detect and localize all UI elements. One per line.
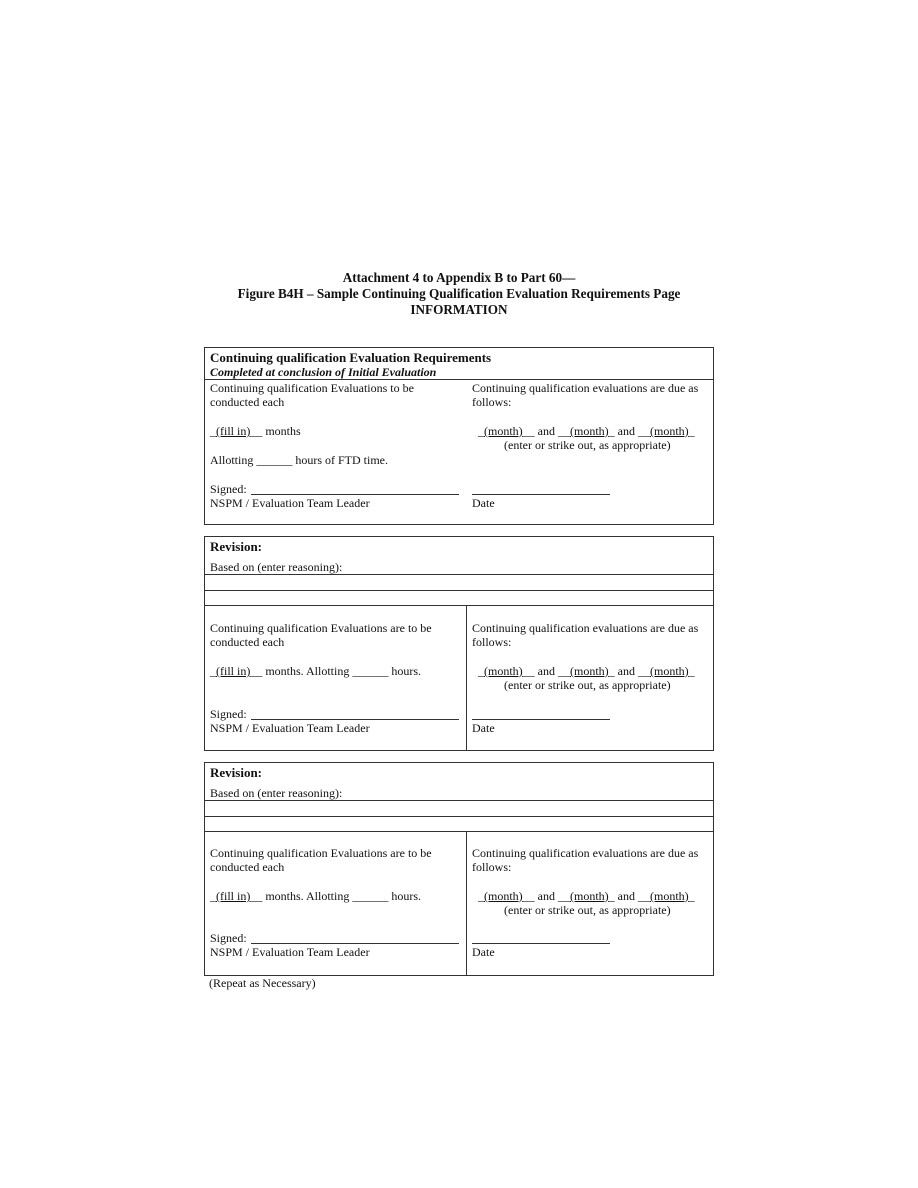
reasoning-line-3[interactable]: [205, 605, 713, 606]
reasoning-line-3[interactable]: [205, 831, 713, 832]
leader-label: NSPM / Evaluation Team Leader: [210, 945, 370, 959]
month-3: (month): [650, 889, 689, 903]
and-2: and: [617, 424, 635, 438]
revision-title: Revision:: [210, 539, 262, 554]
and-2: and: [617, 664, 635, 678]
months-allotting-label: months. Allotting ______ hours.: [265, 889, 422, 903]
leader-label: NSPM / Evaluation Team Leader: [210, 496, 370, 510]
repeat-note: (Repeat as Necessary): [209, 976, 316, 990]
right-text-line-1: Continuing qualification evaluations are due as: [472, 621, 699, 635]
header-line-2: Figure B4H – Sample Continuing Qualification Evaluation Requirements Page: [237, 286, 681, 301]
initial-title: Continuing qualification Evaluation Requirements: [210, 350, 492, 365]
initial-subtitle: Completed at conclusion of Initial Evaluation: [210, 365, 437, 379]
months-field[interactable]: _(fill in)__ months: [210, 424, 301, 438]
date-label: Date: [472, 721, 495, 735]
date-label: Date: [472, 945, 495, 959]
divider: [205, 379, 713, 380]
based-on-label: Based on (enter reasoning):: [210, 786, 343, 800]
month-fields[interactable]: _(month)__ and __(month)_ and __(month)_: [478, 424, 695, 438]
revision-title: Revision:: [210, 765, 262, 780]
header-line-3: INFORMATION: [410, 302, 508, 317]
allotting-field[interactable]: Allotting ______ hours of FTD time.: [210, 453, 388, 467]
month-3: (month): [650, 424, 689, 438]
fill-in-value: (fill in): [216, 664, 251, 678]
signature-line[interactable]: [251, 943, 459, 944]
date-line[interactable]: [472, 719, 610, 720]
right-text-line-2: follows:: [472, 395, 512, 409]
right-text-line-2: follows:: [472, 860, 512, 874]
month-fields[interactable]: _(month)__ and __(month)_ and __(month)_: [478, 664, 695, 678]
right-text-line-1: Continuing qualification evaluations are due as: [472, 846, 699, 860]
left-text-line-2: conducted each: [210, 860, 285, 874]
signed-label: Signed:: [210, 482, 247, 496]
months-allotting-label: months. Allotting ______ hours.: [265, 664, 422, 678]
month-1: (month): [484, 424, 523, 438]
months-allotting-field[interactable]: _(fill in)__ months. Allotting ______ hours.: [210, 664, 422, 678]
leader-label: NSPM / Evaluation Team Leader: [210, 721, 370, 735]
revision-box-1: [204, 536, 714, 751]
enter-note: (enter or strike out, as appropriate): [504, 438, 671, 452]
column-divider: [466, 831, 467, 975]
month-1: (month): [484, 664, 523, 678]
month-fields[interactable]: _(month)__ and __(month)_ and __(month)_: [478, 889, 695, 903]
based-on-label: Based on (enter reasoning):: [210, 560, 343, 574]
left-text-line-2: conducted each: [210, 395, 285, 409]
and-1: and: [537, 424, 555, 438]
month-1: (month): [484, 889, 523, 903]
left-text-line-1: Continuing qualification Evaluations are to be: [210, 846, 432, 860]
fill-in-value: (fill in): [216, 889, 251, 903]
document-header: [200, 270, 718, 318]
reasoning-line-1[interactable]: [205, 574, 713, 575]
header-line-1: Attachment 4 to Appendix B to Part 60—: [342, 270, 576, 285]
left-text-line-1: Continuing qualification Evaluations are to be: [210, 621, 432, 635]
month-3: (month): [650, 664, 689, 678]
signed-label: Signed:: [210, 707, 247, 721]
initial-evaluation-box: [204, 347, 714, 525]
reasoning-line-1[interactable]: [205, 800, 713, 801]
date-line[interactable]: [472, 943, 610, 944]
months-label: months: [265, 424, 301, 438]
signed-label: Signed:: [210, 931, 247, 945]
reasoning-line-2[interactable]: [205, 590, 713, 591]
fill-in-value: (fill in): [216, 424, 251, 438]
month-2: (month): [570, 424, 609, 438]
months-allotting-field[interactable]: _(fill in)__ months. Allotting ______ hours.: [210, 889, 422, 903]
date-label: Date: [472, 496, 495, 510]
month-2: (month): [570, 664, 609, 678]
left-text-line-1: Continuing qualification Evaluations to be: [210, 381, 414, 395]
right-text-line-2: follows:: [472, 635, 512, 649]
revision-box-2: [204, 762, 714, 976]
and-1: and: [537, 889, 555, 903]
right-text-line-1: Continuing qualification evaluations are due as: [472, 381, 699, 395]
reasoning-line-2[interactable]: [205, 816, 713, 817]
date-line[interactable]: [472, 494, 610, 495]
signature-line[interactable]: [251, 494, 459, 495]
signature-line[interactable]: [251, 719, 459, 720]
enter-note: (enter or strike out, as appropriate): [504, 678, 671, 692]
and-1: and: [537, 664, 555, 678]
enter-note: (enter or strike out, as appropriate): [504, 903, 671, 917]
left-text-line-2: conducted each: [210, 635, 285, 649]
month-2: (month): [570, 889, 609, 903]
column-divider: [466, 605, 467, 750]
and-2: and: [617, 889, 635, 903]
